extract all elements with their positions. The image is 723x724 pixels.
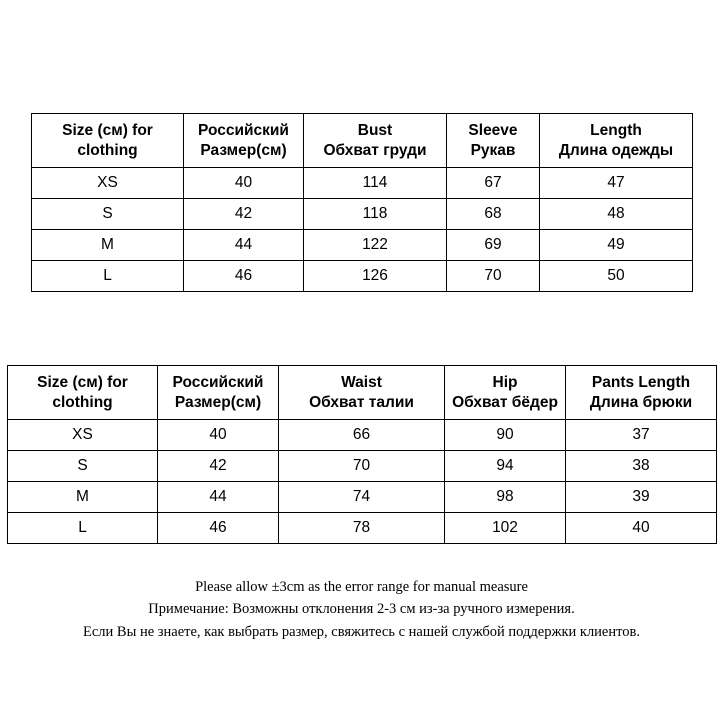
table-cell: 40 — [158, 420, 279, 451]
table-header-cell — [8, 366, 158, 420]
header-line-1: Sleeve — [468, 121, 518, 139]
table-cell: 50 — [540, 261, 693, 292]
table-cell: 90 — [445, 420, 566, 451]
table-header-cell — [184, 114, 304, 168]
table-header-cell — [304, 114, 447, 168]
table-cell: 94 — [445, 451, 566, 482]
header-line-2: Обхват талии — [309, 393, 414, 411]
table-cell: 126 — [304, 261, 447, 292]
top-size-table — [31, 113, 693, 292]
table-cell: 66 — [279, 420, 445, 451]
table-cell: S — [32, 199, 184, 230]
table-cell: 42 — [158, 451, 279, 482]
table-row — [32, 261, 693, 292]
note-line: Примечание: Возможны отклонения 2-3 см из-за ручного измерения. — [148, 601, 575, 618]
table-cell: 78 — [279, 513, 445, 544]
table-row — [8, 451, 717, 482]
measurement-notes — [0, 576, 723, 643]
table-cell: 70 — [279, 451, 445, 482]
header-line-2: clothing — [77, 141, 138, 159]
table-row — [8, 513, 717, 544]
table-cell: 122 — [304, 230, 447, 261]
table-row — [8, 482, 717, 513]
header-line-2: Размер(см) — [174, 393, 262, 411]
table-cell: 69 — [447, 230, 540, 261]
table-cell: 44 — [158, 482, 279, 513]
header-line-2: Размер(см) — [200, 141, 287, 159]
note-line: Please allow ±3cm as the error range for manual measure — [195, 579, 528, 595]
table-cell: 70 — [447, 261, 540, 292]
table-cell: 40 — [566, 513, 717, 544]
table-cell: 37 — [566, 420, 717, 451]
table-row — [8, 420, 717, 451]
table-cell: M — [8, 482, 158, 513]
table-header-row — [8, 366, 717, 420]
table-cell: XS — [32, 168, 184, 199]
table-header-cell — [32, 114, 184, 168]
header-line-1: Российский — [172, 373, 264, 391]
table-cell: 49 — [540, 230, 693, 261]
header-line-2: Обхват бёдер — [452, 393, 558, 411]
header-line-1: Size (см) for — [37, 373, 128, 391]
header-line-1: Hip — [492, 373, 518, 391]
bottom-size-table — [7, 365, 717, 544]
header-line-1: Size (см) for — [62, 121, 153, 139]
table-cell: 44 — [184, 230, 304, 261]
table-cell: 114 — [304, 168, 447, 199]
table-cell: 68 — [447, 199, 540, 230]
table-cell: 98 — [445, 482, 566, 513]
table-cell: 40 — [184, 168, 304, 199]
table-row — [32, 199, 693, 230]
table-header-cell — [540, 114, 693, 168]
table-cell: 102 — [445, 513, 566, 544]
header-line-1: Waist — [341, 373, 382, 391]
note-line: Если Вы не знаете, как выбрать размер, свяжитесь с нашей службой поддержки клиентов. — [83, 623, 640, 640]
table-header-cell — [279, 366, 445, 420]
header-line-1: Length — [590, 121, 642, 139]
table-cell: S — [8, 451, 158, 482]
table-cell: 42 — [184, 199, 304, 230]
header-line-1: Bust — [357, 121, 393, 139]
table-row — [32, 230, 693, 261]
table-header-cell — [445, 366, 566, 420]
table-cell: L — [8, 513, 158, 544]
header-line-2: Длина одежды — [558, 141, 674, 159]
table-header-cell — [566, 366, 717, 420]
table-cell: 46 — [184, 261, 304, 292]
table-header-cell — [447, 114, 540, 168]
table-header-row — [32, 114, 693, 168]
header-line-2: clothing — [52, 393, 113, 411]
table-cell: L — [32, 261, 184, 292]
header-line-1: Pants Length — [591, 373, 691, 391]
table-cell: XS — [8, 420, 158, 451]
header-line-2: Рукав — [470, 141, 516, 159]
table-cell: 74 — [279, 482, 445, 513]
table-cell: M — [32, 230, 184, 261]
table-cell: 67 — [447, 168, 540, 199]
table-cell: 118 — [304, 199, 447, 230]
table-header-cell — [158, 366, 279, 420]
table-cell: 46 — [158, 513, 279, 544]
table-cell: 48 — [540, 199, 693, 230]
table-row — [32, 168, 693, 199]
header-line-2: Обхват груди — [323, 141, 427, 159]
table-cell: 39 — [566, 482, 717, 513]
table-cell: 38 — [566, 451, 717, 482]
table-cell: 47 — [540, 168, 693, 199]
header-line-2: Длина брюки — [589, 393, 693, 411]
header-line-1: Российский — [198, 121, 289, 139]
